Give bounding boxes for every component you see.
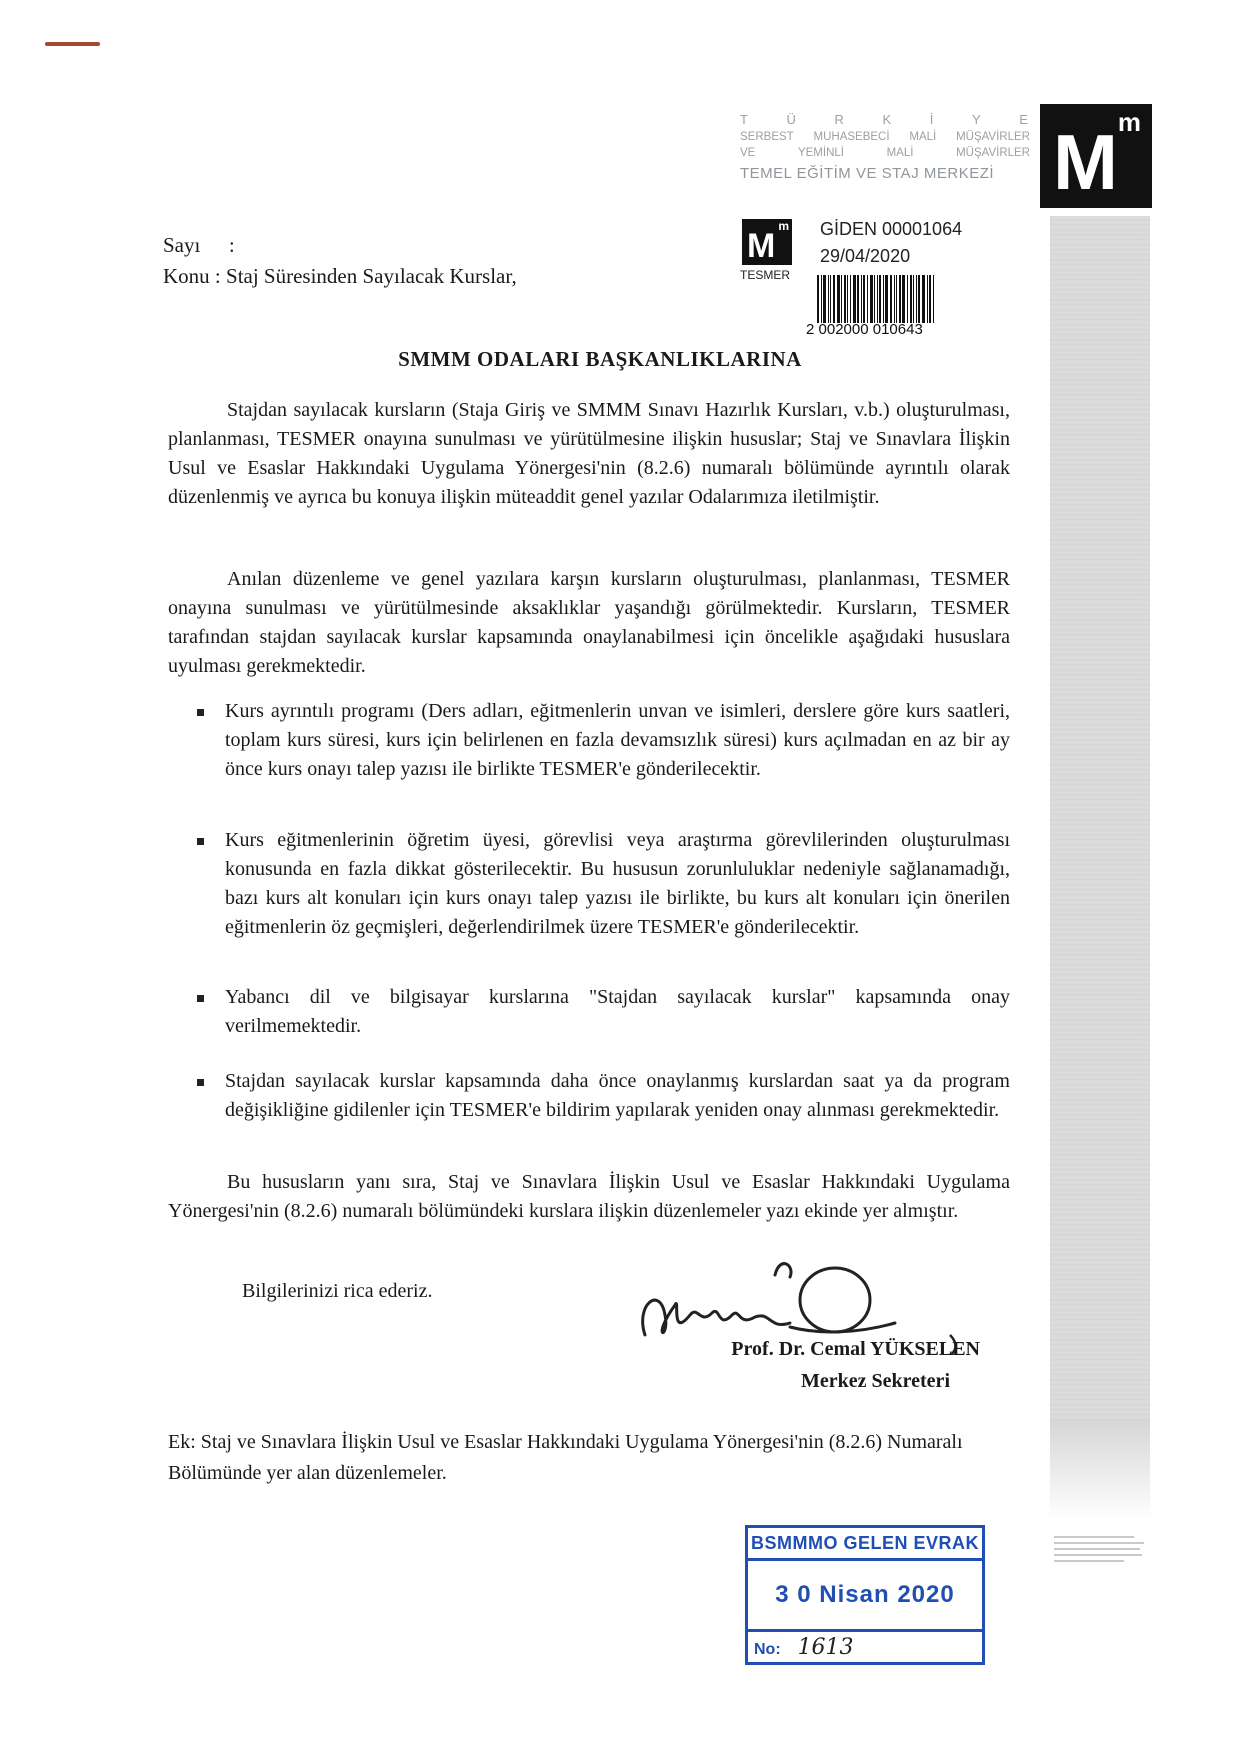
- bullet-item-4: Stajdan sayılacak kurslar kapsamında daha önce onaylanmış kurslardan saat ya da program değişikliğine gidilenler için TESMER'e bildirim yapılarak yeniden onay alınması gerekmektedir.: [225, 1067, 1010, 1125]
- barcode-bar: [922, 275, 925, 323]
- bullet-item-1: Kurs ayrıntılı programı (Ders adları, eğitmenlerin unvan ve isimleri, derslere göre kurs saatleri, toplam kurs süresi, kurs için belirlenen en fazla devamsızlık süresi) kurs açılmadan en az bir ay önce kurs onayı talep yazısı ile birlikte TESMER'e gönderilecektir.: [225, 697, 1010, 784]
- barcode-bar: [877, 275, 878, 323]
- org-country: T Ü R K İ Y E: [740, 112, 1030, 127]
- footer-contact-block: [1054, 1536, 1154, 1562]
- stamp-title: BSMMMO GELEN EVRAK: [748, 1528, 982, 1561]
- bullet-icon: [197, 838, 204, 845]
- barcode-bar: [841, 275, 842, 323]
- attachment-text: Staj ve Sınavlara İlişkin Usul ve Esaslar Hakkındaki Uygulama Yönergesi'nin (8.2.6) Numaralı Bölümünde yer alan düzenlemeler.: [168, 1431, 963, 1484]
- barcode-bar: [863, 275, 865, 323]
- pen-mark: [45, 42, 100, 46]
- stamp-number-row: No: 1613: [748, 1629, 982, 1664]
- barcode-bar: [817, 275, 819, 323]
- attachment-label: Ek:: [168, 1431, 196, 1453]
- bullet-icon: [197, 1079, 204, 1086]
- paragraph-2: Anılan düzenleme ve genel yazılara karşın kursların oluşturulması, planlanması, TESMER onayına sunulması ve yürütülmesinde aksaklıklar yaşandığı görülmektedir. Kursların, TESMER tarafından stajdan sayılacak kurslar kapsamında onaylanabilmesi için öncelikle aşağıdaki hususlara uyulması gerekmektedir.: [168, 568, 1010, 677]
- barcode-bar: [885, 275, 888, 323]
- konu-value: Staj Süresinden Sayılacak Kurslar,: [226, 264, 517, 288]
- stamp-date: 3 0 Nisan 2020: [775, 1581, 955, 1608]
- letter-title: SMMM ODALARI BAŞKANLIKLARINA: [398, 347, 802, 371]
- barcode-number: 2 002000 010643: [806, 321, 923, 338]
- barcode-bar: [850, 275, 851, 323]
- barcode-bar: [894, 275, 895, 323]
- barcode-bar: [902, 275, 905, 323]
- bullet-item-2: Kurs eğitmenlerinin öğretim üyesi, görevlisi veya araştırma görevlilerinden oluşturulması konusunda en fazla dikkat gösterilecektir. Bu hususun zorunluluklar nedeniyle sağlanamadığı, bazı kurs alt konuları için kurs onayı talep yazısı ile birlikte, bu kurs alt konuları için önerilen eğitmenlerin öz geçmişleri, değerlendirilmek üzere TESMER'e gönderilecektir.: [225, 826, 1010, 942]
- barcode: [817, 275, 962, 323]
- barcode-bar: [890, 275, 892, 323]
- barcode-bar: [823, 275, 826, 323]
- incoming-stamp: [745, 1525, 985, 1665]
- barcode-bar: [879, 275, 881, 323]
- tesmer-logo: M m: [1040, 104, 1152, 208]
- org-line-2: VE YEMİNLİ MALİ MÜŞAVİRLER: [740, 147, 1030, 159]
- side-band: [1050, 216, 1150, 1516]
- tesmer-logo-small: M m: [742, 219, 792, 265]
- barcode-bar: [867, 275, 868, 323]
- paragraph-1: Stajdan sayılacak kursların (Staja Giriş ve SMMM Sınavı Hazırlık Kursları, v.b.) oluşturulması, planlanması, TESMER onayına sunulması ve yürütülmesine ilişkin hususlar; Staj ve Sınavlara İlişkin Usul ve Esaslar Hakkındaki Uygulama Yönergesi'nin (8.2.6) numaralı bölümünde ayrıntılı olarak düzenlenmiş ve ayrıca bu konuya ilişkin müteaddit genel yazılar Odalarımıza iletilmiştir.: [168, 399, 1010, 508]
- document-reference: [820, 216, 962, 270]
- konu-row: Konu : Staj Süresinden Sayılacak Kurslar,: [163, 264, 517, 288]
- barcode-bar: [837, 275, 840, 323]
- attachment-note: [168, 1427, 1010, 1489]
- barcode-bar: [828, 275, 829, 323]
- barcode-bar: [874, 275, 875, 323]
- barcode-bar: [833, 275, 835, 323]
- barcode-bar: [821, 275, 822, 323]
- barcode-bar: [910, 275, 912, 323]
- barcode-bar: [918, 275, 920, 323]
- signer-name: Prof. Dr. Cemal YÜKSELEN: [731, 1338, 980, 1360]
- barcode-bar: [896, 275, 897, 323]
- barcode-bar: [913, 275, 914, 323]
- bullet-icon: [197, 995, 204, 1002]
- tesmer-caption: TESMER: [740, 268, 791, 282]
- barcode-bar: [899, 275, 901, 323]
- barcode-bar: [933, 275, 934, 323]
- barcode-bar: [847, 275, 848, 323]
- barcode-bar: [916, 275, 917, 323]
- signer-title: Merkez Sekreteri: [801, 1370, 950, 1392]
- outgoing-number: GİDEN 00001064: [820, 219, 963, 239]
- closing-paragraph: Bu hususların yanı sıra, Staj ve Sınavlara İlişkin Usul ve Esaslar Hakkındaki Uygulama Yönergesi'nin (8.2.6) numaralı bölümündeki kurslara ilişkin düzenlemeler yazı ekinde yer almıştır.: [168, 1171, 1010, 1222]
- barcode-bar: [883, 275, 884, 323]
- barcode-bar: [830, 275, 831, 323]
- sayi-row: Sayı :: [163, 233, 235, 257]
- barcode-bar: [929, 275, 931, 323]
- barcode-bar: [857, 275, 859, 323]
- barcode-bar: [844, 275, 846, 323]
- bullet-icon: [197, 709, 204, 716]
- bullet-item-3: Yabancı dil ve bilgisayar kurslarına "Stajdan sayılacak kurslar" kapsamında onay verilmemektedir.: [225, 983, 1010, 1041]
- barcode-bar: [870, 275, 873, 323]
- reference-block: [163, 230, 517, 292]
- org-header: [740, 112, 1030, 182]
- signer-block: [660, 1333, 980, 1397]
- barcode-bar: [861, 275, 862, 323]
- barcode-bar: [853, 275, 856, 323]
- barcode-bar: [927, 275, 928, 323]
- side-band-fade: [1050, 1420, 1150, 1520]
- org-line-1: SERBEST MUHASEBECİ MALİ MÜŞAVİRLER: [740, 131, 1030, 143]
- outgoing-date: 29/04/2020: [820, 246, 911, 266]
- org-name: TEMEL EĞİTİM VE STAJ MERKEZİ: [740, 165, 995, 182]
- closing-line: Bilgilerinizi rica ederiz.: [242, 1280, 433, 1302]
- barcode-bar: [907, 275, 908, 323]
- stamp-number: 1613: [797, 1635, 854, 1660]
